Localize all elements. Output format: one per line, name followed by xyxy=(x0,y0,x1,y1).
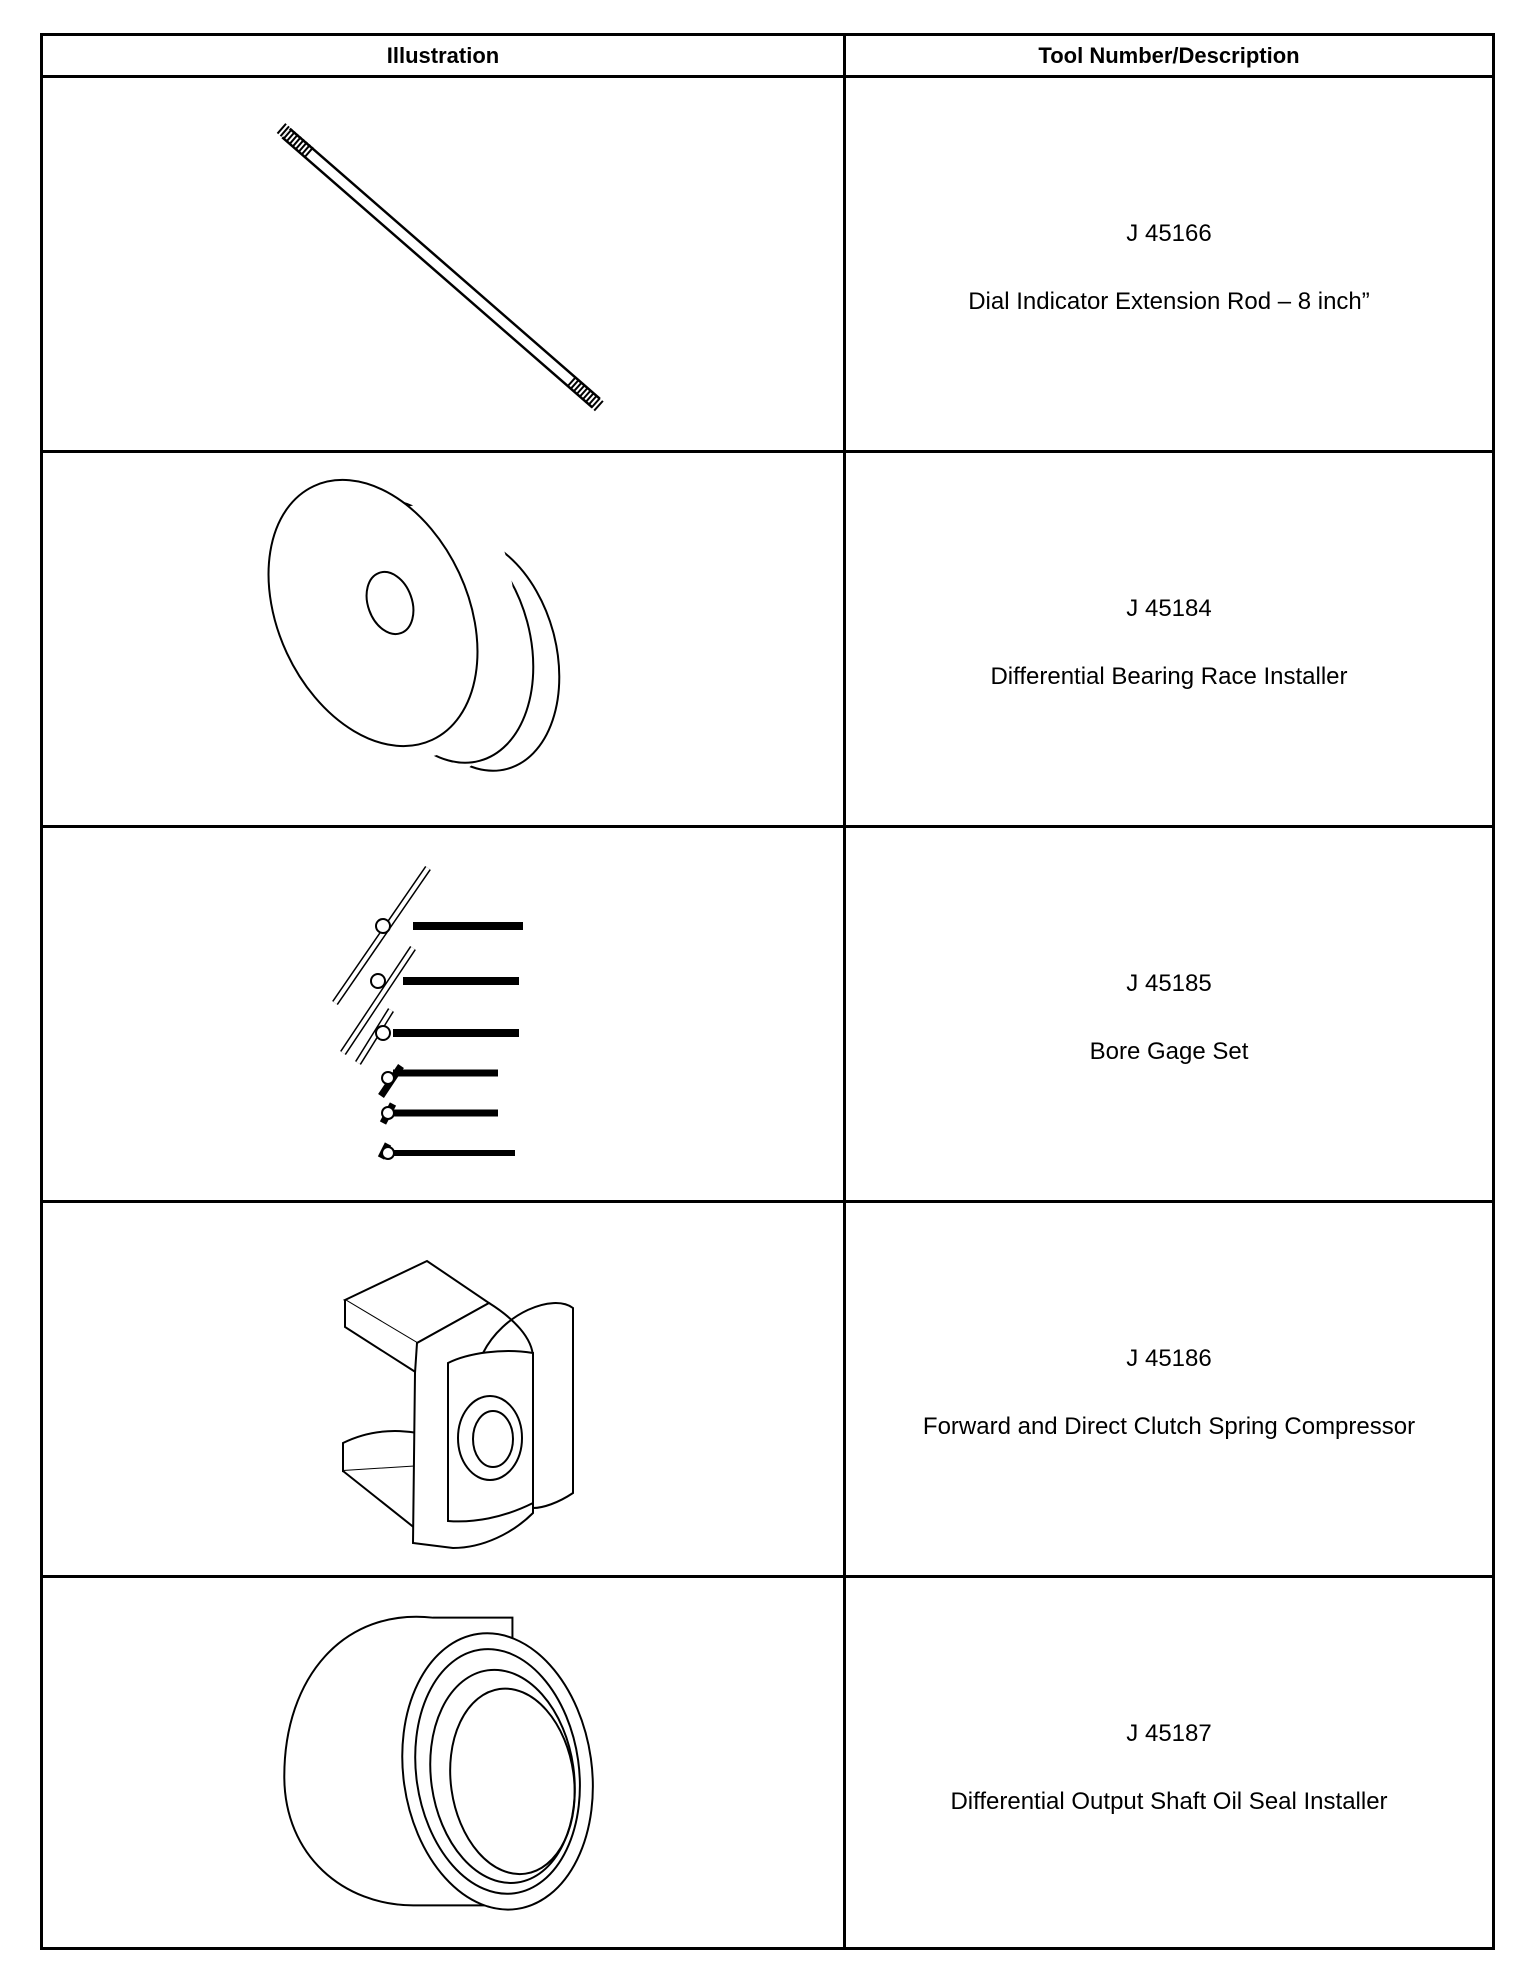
tool-description: Differential Output Shaft Oil Seal Installer xyxy=(950,1788,1388,1815)
bearing-race-installer-illustration xyxy=(43,453,843,825)
table-row xyxy=(43,450,1492,825)
tool-cell xyxy=(846,828,1492,1200)
tool-cell xyxy=(846,1578,1492,1947)
oil-seal-installer-illustration xyxy=(43,1578,843,1947)
table-row xyxy=(43,1200,1492,1575)
header-tool-number: Tool Number/Description xyxy=(1038,43,1300,68)
table-header xyxy=(43,36,1492,78)
tool-description: Dial Indicator Extension Rod – 8 inch” xyxy=(968,288,1370,315)
tool-description: Differential Bearing Race Installer xyxy=(990,663,1348,690)
tool-number: J 45184 xyxy=(1126,595,1212,622)
tool-table xyxy=(40,33,1495,1950)
tool-number: J 45187 xyxy=(1126,1720,1212,1747)
tool-cell xyxy=(846,453,1492,825)
table-row xyxy=(43,78,1492,450)
header-illustration: Illustration xyxy=(386,43,500,68)
tool-number: J 45186 xyxy=(1126,1345,1212,1372)
tool-cell xyxy=(846,78,1492,450)
table-row xyxy=(43,825,1492,1200)
tool-cell xyxy=(846,1203,1492,1575)
tool-description: Bore Gage Set xyxy=(1089,1038,1249,1065)
tool-number: J 45166 xyxy=(1126,220,1212,247)
table-row xyxy=(43,1575,1492,1947)
bore-gage-set-illustration xyxy=(43,828,843,1200)
tool-description: Forward and Direct Clutch Spring Compressor xyxy=(922,1413,1416,1440)
tool-number: J 45185 xyxy=(1126,970,1212,997)
spring-compressor-illustration xyxy=(43,1203,843,1575)
extension-rod-illustration xyxy=(43,78,843,450)
